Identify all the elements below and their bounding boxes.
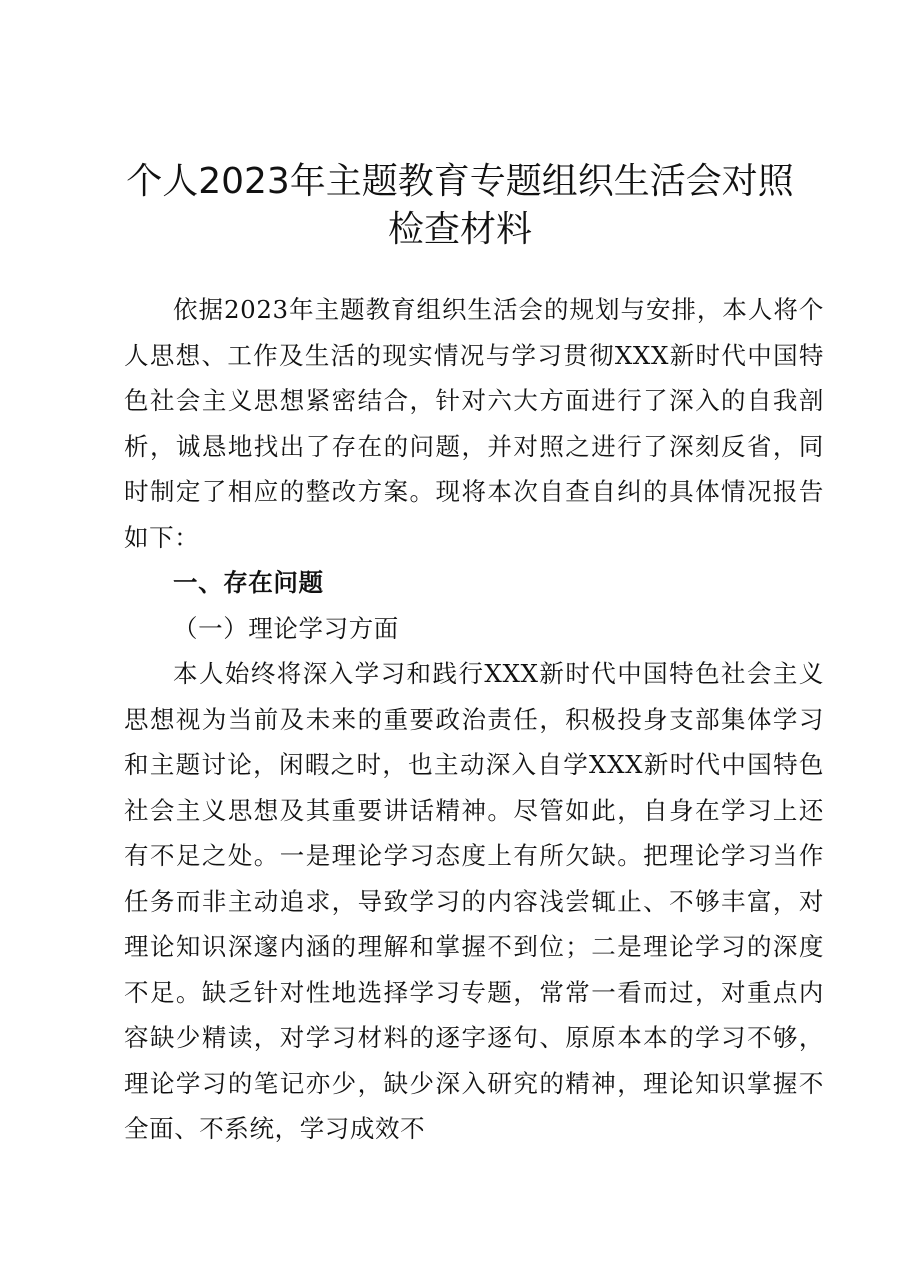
document-title: 个人2023年主题教育专题组织生活会对照检查材料 bbox=[126, 161, 794, 250]
subsection-heading-theory-study: （一）理论学习方面 bbox=[173, 613, 399, 643]
intro-paragraph: 依据2023年主题教育组织生活会的规划与安排，本人将个人思想、工作及生活的现实情况与学习贯彻XXX新时代中国特色社会主义思想紧密结合，针对六大方面进行了深入的自我剖析，诚恳地找出了存在的问题，并对照之进行了深刻反省，同时制定了相应的整改方案。现将本次自查自纠的具体情况报告如下： bbox=[124, 295, 824, 552]
document-body bbox=[124, 287, 824, 1152]
theory-study-paragraph: 本人始终将深入学习和践行XXX新时代中国特色社会主义思想视为当前及未来的重要政治责任，积极投身支部集体学习和主题讨论，闲暇之时，也主动深入自学XXX新时代中国特色社会主义思想及其重要讲话精神。尽管如此，自身在学习上还有不足之处。一是理论学习态度上有所欠缺。把理论学习当作任务而非主动追求，导致学习的内容浅尝辄止、不够丰富，对理论知识深邃内涵的理解和掌握不到位；二是理论学习的深度不足。缺乏针对性地选择学习专题，常常一看而过，对重点内容缺少精读，对学习材料的逐字逐句、原原本本的学习不够，理论学习的笔记亦少，缺少深入研究的精神，理论知识掌握不全面、不系统，学习成效不 bbox=[124, 659, 824, 1143]
section-heading-problems: 一、存在问题 bbox=[173, 568, 324, 597]
